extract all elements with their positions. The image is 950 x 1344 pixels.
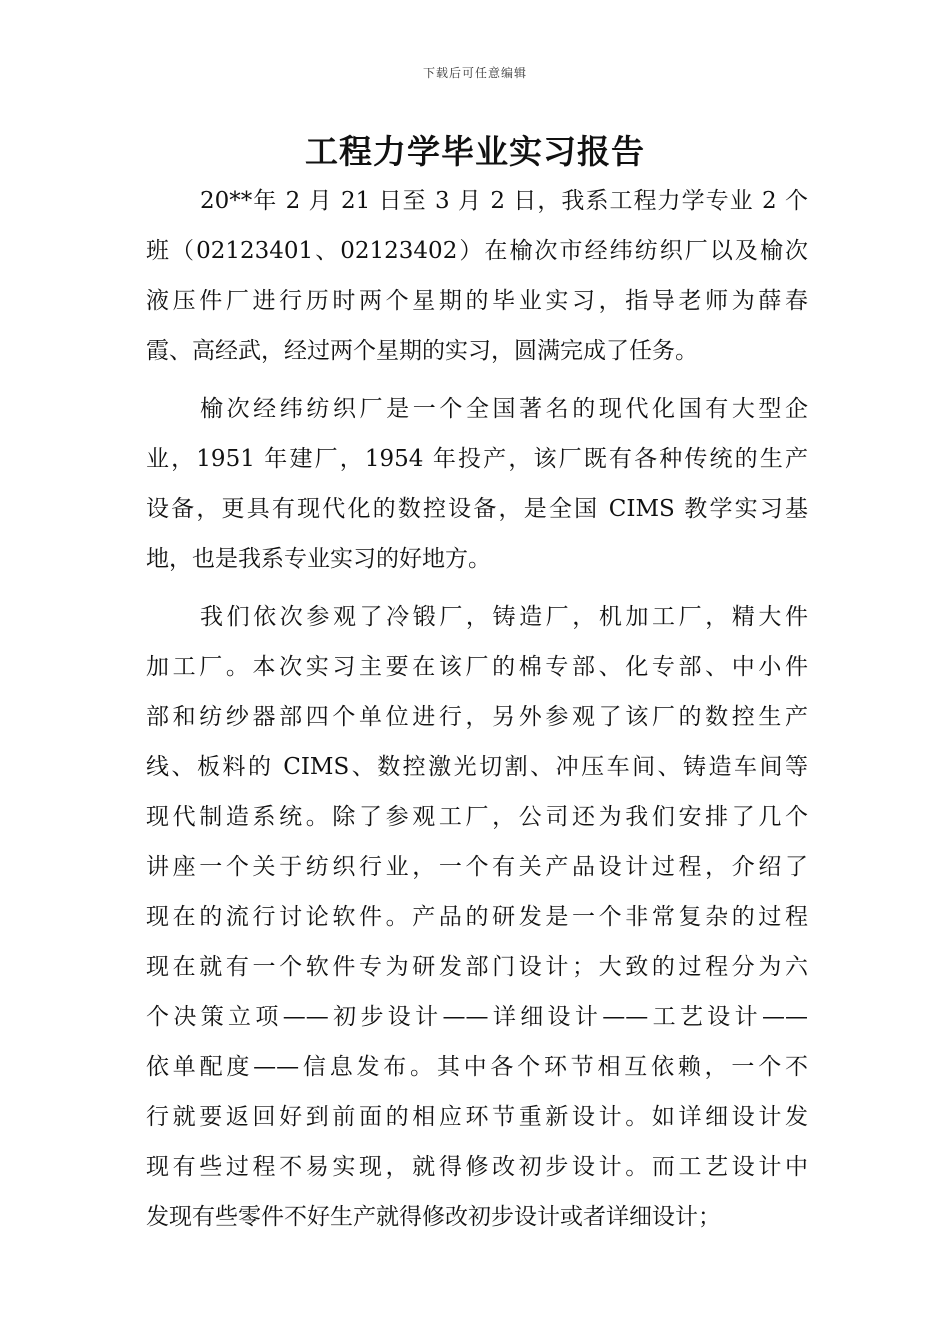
text-line: 我们依次参观了冷锻厂，铸造厂，机加工厂，精大件 bbox=[200, 604, 808, 630]
text-line: 加工厂。本次实习主要在该厂的棉专部、化专部、中小件 bbox=[146, 654, 808, 680]
text-line: 现在就有一个软件专为研发部门设计；大致的过程分为六 bbox=[146, 954, 808, 980]
text-line: 霞、高经武，经过两个星期的实习，圆满完成了任务。 bbox=[146, 338, 698, 364]
text-line: 榆次经纬纺织厂是一个全国著名的现代化国有大型企 bbox=[200, 396, 808, 422]
text-line: 设备，更具有现代化的数控设备，是全国 CIMS 教学实习基 bbox=[146, 496, 808, 522]
page-title: 工程力学毕业实习报告 bbox=[305, 132, 645, 171]
text-line: 现在的流行讨论软件。产品的研发是一个非常复杂的过程 bbox=[146, 904, 808, 930]
text-line: 现代制造系统。除了参观工厂，公司还为我们安排了几个 bbox=[146, 804, 808, 830]
text-line: 行就要返回好到前面的相应环节重新设计。如详细设计发 bbox=[146, 1104, 808, 1130]
text-line: 依单配度——信息发布。其中各个环节相互依赖，一个不 bbox=[146, 1054, 808, 1080]
text-line: 讲座一个关于纺织行业，一个有关产品设计过程，介绍了 bbox=[146, 854, 808, 880]
body-text bbox=[146, 176, 808, 1242]
paragraph bbox=[146, 176, 808, 376]
text-line: 液压件厂进行历时两个星期的毕业实习，指导老师为薛春 bbox=[146, 288, 808, 314]
text-line: 班（02123401、02123402）在榆次市经纬纺织厂以及榆次 bbox=[146, 238, 808, 264]
header-note: 下载后可任意编辑 bbox=[422, 66, 527, 80]
text-line: 个决策立项——初步设计——详细设计——工艺设计—— bbox=[146, 1004, 808, 1030]
text-line: 20**年 2 月 21 日至 3 月 2 日，我系工程力学专业 2 个 bbox=[200, 188, 808, 214]
text-line: 现有些过程不易实现，就得修改初步设计。而工艺设计中 bbox=[146, 1154, 808, 1180]
text-line: 部和纺纱器部四个单位进行，另外参观了该厂的数控生产 bbox=[146, 704, 808, 730]
text-line: 地，也是我系专业实习的好地方。 bbox=[146, 546, 491, 572]
paragraph bbox=[146, 592, 808, 1242]
text-line: 线、板料的 CIMS、数控激光切割、冲压车间、铸造车间等 bbox=[146, 754, 808, 780]
text-line: 业，1951 年建厂，1954 年投产，该厂既有各种传统的生产 bbox=[146, 446, 808, 472]
text-line: 发现有些零件不好生产就得修改初步设计或者详细设计； bbox=[146, 1204, 721, 1230]
paragraph bbox=[146, 384, 808, 584]
